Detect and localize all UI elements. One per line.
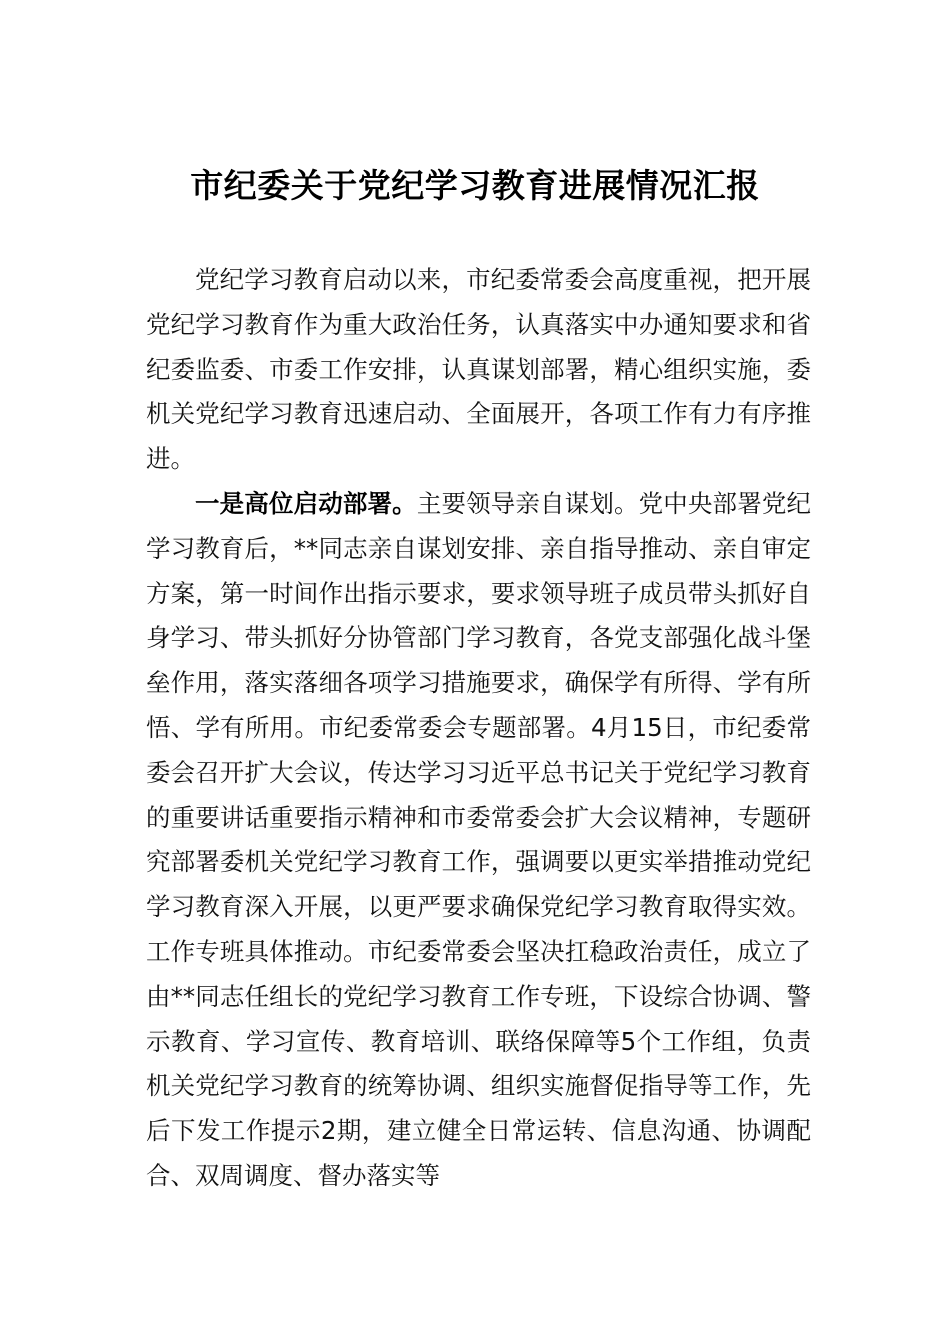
- document-title: 市纪委关于党纪学习教育进展情况汇报: [190, 166, 760, 205]
- paragraph-point-one: [146, 482, 811, 1199]
- paragraph-point-one-heading: 一是高位启动部署。: [195, 488, 417, 518]
- paragraph-intro: [146, 258, 811, 482]
- document-body: [146, 258, 811, 1199]
- paragraph-point-one-text: 主要领导亲自谋划。党中央部署党纪学习教育后，**同志亲自谋划安排、亲自指导推动、亲自审定方案，第一时间作出指示要求，要求领导班子成员带头抓好自身学习、带头抓好分协管部门学习教育，各党支部强化战斗堡垒作用，落实落细各项学习措施要求，确保学有所得、学有所悟、学有所用。市纪委常委会专题部署。4月15日，市纪委常委会召开扩大会议，传达学习习近平总书记关于党纪学习教育的重要讲话重要指示精神和市委常委会扩大会议精神，专题研究部署委机关党纪学习教育工作，强调要以更实举措推动党纪学习教育深入开展，以更严要求确保党纪学习教育取得实效。工作专班具体推动。市纪委常委会坚决扛稳政治责任，成立了由**同志任组长的党纪学习教育工作专班，下设综合协调、警示教育、学习宣传、教育培训、联络保障等5个工作组，负责机关党纪学习教育的统筹协调、组织实施督促指导等工作，先后下发工作提示2期，建立健全日常运转、信息沟通、协调配合、双周调度、督办落实等: [146, 488, 811, 1190]
- paragraph-intro-text: 党纪学习教育启动以来，市纪委常委会高度重视，把开展党纪学习教育作为重大政治任务，认真落实中办通知要求和省纪委监委、市委工作安排，认真谋划部署，精心组织实施，委机关党纪学习教育迅速启动、全面展开，各项工作有力有序推进。: [146, 265, 811, 474]
